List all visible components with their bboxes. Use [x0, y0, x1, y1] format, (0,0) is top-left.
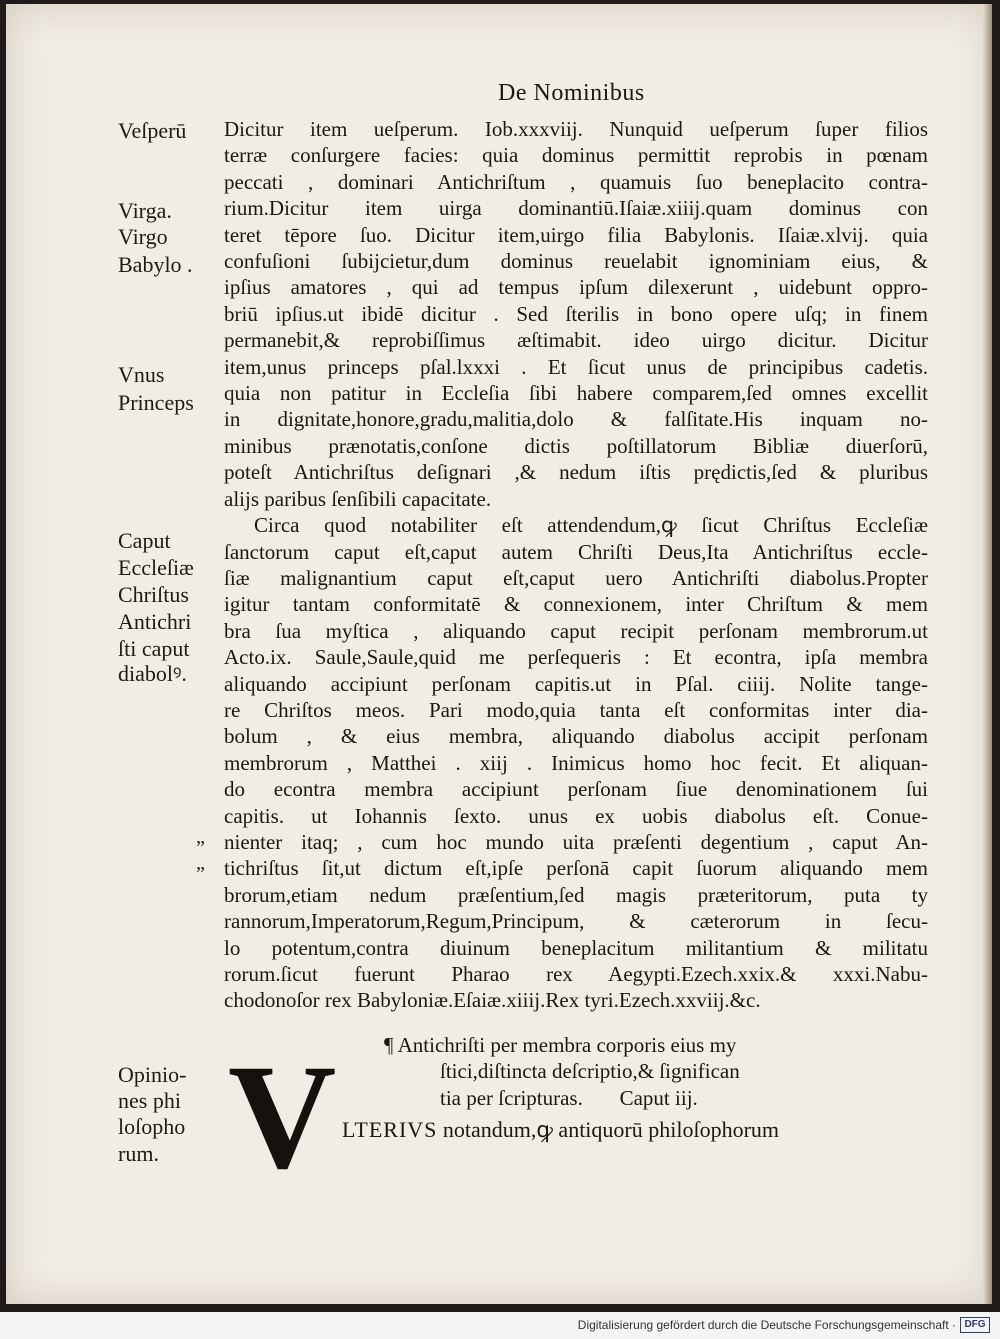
margin-note: Veſperū — [118, 118, 187, 143]
text-line: peccati , dominari Antichriſtum , quamuis ſuo beneplacito contra- — [224, 169, 928, 194]
text-line: ipſius amatores , qui ad tempus ipſum dilexerunt , uidebunt oppro- — [224, 275, 928, 300]
margin-note: Vnus — [118, 362, 165, 387]
running-head: De Nominibus — [498, 80, 645, 106]
margin-note: loſopho — [118, 1114, 186, 1139]
text-line: tichriſtus ſit,ut dictum eſt,ipſe perſonā capit ſuorum aliquando mem — [224, 856, 928, 881]
heading-line: ſtici,diſtincta deſcriptio,& ſignifican — [440, 1059, 740, 1084]
text-line: membrorum , Matthei . xiij . Inimicus homo hoc fecit. Et aliquan- — [224, 750, 928, 775]
main-text-block — [224, 116, 928, 1014]
text-line: nienter itaq; , cum hoc mundo uita præſenti degentium , caput An- — [224, 829, 928, 854]
margin-note: Babylo . — [118, 252, 193, 277]
text-line: brorum,etiam nedum præſentium,ſed magis præteritorum, puta ty — [224, 882, 928, 907]
page-edge — [982, 4, 992, 1304]
margin-note: Princeps — [118, 390, 194, 415]
opening-caps: LTERIVS — [342, 1117, 438, 1142]
text-line: bolum , & eius membra, aliquando diabolus accipit perſonam — [224, 724, 928, 749]
margin-note: Eccleſiæ — [118, 555, 194, 580]
funding-credit: Digitalisierung gefördert durch die Deutsche Forschungsgemeinschaft · — [577, 1318, 956, 1332]
text-line: rium.Dicitur item uirga dominantiū.Iſaiæ.xiiij.quam dominus con — [224, 196, 928, 221]
text-line: igitur tantam conformitatē & connexionem, inter Chriſtum & mem — [224, 592, 928, 617]
margin-note: Caput — [118, 528, 171, 553]
text-line: bra ſua myſtica , aliquando caput recipit perſonam membrorum.ut — [224, 618, 928, 643]
text-line: minibus prænotatis,conſone dictis poſtillatorum Bibliæ diuerſorū, — [224, 433, 928, 458]
chapter-heading — [384, 1032, 864, 1111]
text-line: alijs paribus ſenſibili capacitate. — [224, 486, 492, 511]
margin-note: ſti caput — [118, 636, 190, 661]
opening-rest: notandum,ꝙ antiquorū philoſophorum — [437, 1117, 780, 1142]
text-line: do econtra membra accipiunt perſonam ſiue denominationem ſui — [224, 777, 928, 802]
text-line: rannorum,Imperatorum,Regum,Principum, & cæterorum in ſecu- — [224, 909, 928, 934]
margin-note: Virga. — [118, 198, 172, 223]
text-line: lo potentum,contra diuinum beneplacitum militantium & militatu — [224, 935, 928, 960]
text-line: re Chriſtos meos. Pari modo,quia tanta eſt conformitas inter dia- — [224, 697, 928, 722]
heading-line: tia per ſcripturas. Caput iij. — [440, 1085, 698, 1110]
margin-note: Antichri — [118, 609, 192, 634]
margin-note: diabolꝰ. — [118, 661, 187, 686]
text-line: ſanctorum caput eſt,caput autem Chriſti Deus,Ita Antichriſtus eccle- — [224, 539, 928, 564]
text-line: terræ conſurgere facies: quia dominus permittit reprobis in pœnam — [224, 143, 928, 168]
text-line: Acto.ix. Saule,Saule,quid me perſequeris : Et econtra, ipſa membra — [224, 645, 928, 670]
margin-note: Opinio- — [118, 1062, 187, 1087]
text-line: item,unus princeps pſal.lxxxi . Et ſicut unus de principibus cadetis. — [224, 354, 928, 379]
text-line: chodonoſor rex Babyloniæ.Eſaiæ.xiiij.Rex tyri.Ezech.xxviij.&c. — [224, 988, 761, 1013]
text-line: in dignitate,honore,gradu,malitia,dolo & falſitate.His inquam no- — [224, 407, 928, 432]
quote-mark: „ — [196, 826, 205, 848]
text-line: capitis. ut Iohannis ſexto. unus ex uobis diabolus eſt. Conue- — [224, 803, 928, 828]
text-line: briū ipſius.ut ibidē dicitur . Sed ſterilis in bono opere uſq; in finem — [224, 301, 928, 326]
text-line: ſiæ malignantium caput eſt,caput uero Antichriſti diabolus.Propter — [224, 565, 928, 590]
text-line: rorum.ſicut fuerunt Pharao rex Aegypti.Ezech.xxix.& xxxi.Nabu- — [224, 962, 928, 986]
opening-line — [342, 1114, 779, 1144]
text-line: teret tēpore ſuo. Dicitur item,uirgo filia Babylonis. Iſaiæ.xlvij. quia — [224, 222, 928, 247]
margin-note: rum. — [118, 1141, 159, 1166]
text-line: quia non patitur in Eccleſia ſibi habere comparem,ſed omnes excellit — [224, 381, 928, 406]
drop-cap-initial: V — [228, 1034, 337, 1200]
text-line: aliquando accipiunt perſonam capitis.ut in Pſal. ciiij. Nolite tange- — [224, 671, 928, 696]
heading-line: ¶ Antichriſti per membra corporis eius my — [384, 1033, 737, 1057]
text-line: poteſt Antichriſtus deſignari ,& nedum iſtis prędictis,ſed & pluribus — [224, 460, 928, 485]
margin-note: nes phi — [118, 1088, 181, 1113]
text-line: Dicitur item ueſperum. Iob.xxxviij. Nunquid ueſperum ſuper filios — [224, 117, 928, 141]
text-line: Circa quod notabiliter eſt attendendum,ꝙ ſicut Chriſtus Eccleſiæ — [254, 513, 928, 538]
quote-mark: „ — [196, 852, 205, 874]
margin-note: Chriſtus — [118, 582, 189, 607]
dfg-logo[interactable]: DFG — [960, 1317, 990, 1333]
text-line: permanebit,& reprobiſſimus æſtimabit. ideo uirgo dicitur. Dicitur — [224, 328, 928, 353]
text-line: confuſioni ſubijcietur,dum dominus reuelabit ignominiam eius, & — [224, 249, 928, 274]
margin-note: Virgo — [118, 224, 168, 249]
